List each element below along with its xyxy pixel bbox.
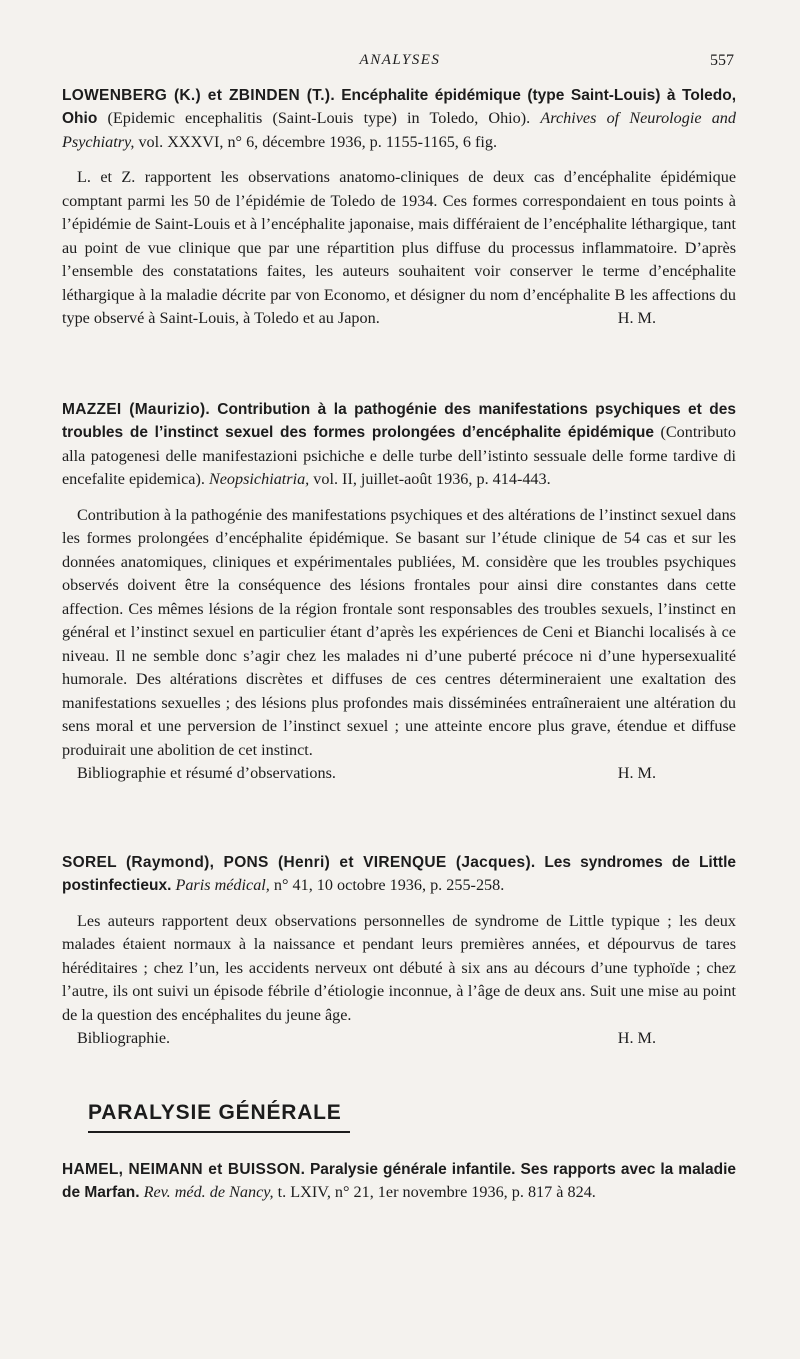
review-entry <box>62 1158 736 1205</box>
entry-authors: SOREL (Raymond), PONS (Henri) et VIRENQUE (Jacques). <box>62 854 536 871</box>
entry-journal: Paris médical, <box>175 876 270 895</box>
entry-details: n° 41, 10 octobre 1936, p. 255-258. <box>269 876 505 895</box>
entry-journal: Neopsichiatria, <box>208 470 310 489</box>
entry-journal: Rev. méd. de Nancy, <box>143 1183 274 1202</box>
page-header <box>0 52 800 74</box>
entry-abstract: Les auteurs rapportent deux observations personnelles de syndrome de Little typique ; les deux malades étaient normaux à la naissance et pendant leurs premières années, et dépourvus de tares héréditaires ; chez l’un, les accidents nerveux ont débuté à six ans au décours d’une typhoïde ; chez l’autre, ils ont suivi un épisode fébrile d’étiologie inconnue, à l’âge de deux ans. Suit une mise au point de la question des encéphalites du jeune âge. <box>62 911 736 1024</box>
citation <box>62 1158 736 1205</box>
entry-details: t. LXIV, n° 21, 1er novembre 1936, p. 817 à 824. <box>273 1183 596 1202</box>
entry-title: Les syndromes de Little postinfectieux. <box>62 854 736 895</box>
entry-abstract: Contribution à la pathogénie des manifestations psychiques et des altérations de l’instinct sexuel dans les formes prolongées d’encéphalite épidémique. Se basant sur l’étude clinique de 54 cas et sur les données anatomiques, cliniques et expérimentales publiées, M. considère que les troubles psychiques observés doivent être la conséquence des lésions frontales pour ainsi dire constantes dans cette affection. Ces mêmes lésions de la région frontale sont responsables des troubles sexuels, l’instinct en général et l’instinct sexuel en particulier étant d’après les expériences de Ceni et Bianchi localisés à ce niveau. Il ne semble donc s’agir chez les malades ni d’une puberté précoce ni d’une hypersexualité humorale. Des altérations discrètes et diffuses de ces centres détermineraient une exaltation des manifestations sexuelles ; des lésions plus profondes mais disséminées entraîneraient une altération du sens moral et une perversion de l’instinct sexuel ; une atteinte encore plus grave, étendue et diffuse produirait une abolition de cet instinct. <box>62 505 736 759</box>
entry-journal: Archives of Neurologie and Psychiatry, <box>62 109 736 151</box>
entry-signoff <box>62 1027 736 1051</box>
entry-title: Encéphalite épidémique (type Saint-Louis) à Toledo, Ohio <box>62 87 736 128</box>
entry-details: vol. XXXVI, n° 6, décembre 1936, p. 1155-1165, 6 fig. <box>134 132 498 151</box>
entry-subtitle: (Contributo alla patogenesi delle manifestazioni psichiche e delle turbe dell’istinto sessuale delle forme tardive di encefalite epidemica). <box>62 423 737 489</box>
entry-subtitle: (Epidemic encephalitis (Saint-Louis type) in Toledo, Ohio). <box>97 109 541 128</box>
section-rule <box>88 1131 350 1133</box>
review-entry <box>62 84 736 331</box>
entry-reviewer: H. M. <box>617 764 656 783</box>
review-entry <box>62 851 736 1051</box>
entry-title: Paralysie générale infantile. Ses rapports avec la maladie de Marfan. <box>62 1161 737 1202</box>
page-number: 557 <box>710 52 734 69</box>
section-heading: PARALYSIE GÉNÉRALE <box>88 1101 342 1124</box>
citation <box>62 398 736 492</box>
entry-reviewer: H. M. <box>617 1029 656 1048</box>
entry-abstract: L. et Z. rapportent les observations anatomo-cliniques de deux cas d’encéphalite épidémique comptant parmi les 50 de l’épidémie de Toledo de 1934. Ces formes correspondaient en tous points à l’épidémie de Saint-Louis et à l’encéphalite japonaise, mais différaient de l’encéphalite léthargique, tant au point de vue clinique que par une répartition plus diffuse du processus inflammatoire. D’après l’ensemble des constatations faites, les auteurs souhaitent voir conserver le terme d’encéphalite léthargique à la maladie décrite par von Economo, et désigner du nom d’encéphalite B les affections du type observé à Saint-Louis, à Toledo et au Japon. H. M. <box>62 166 736 331</box>
citation <box>62 851 736 898</box>
entry-bibliography: Bibliographie et résumé d’observations. <box>77 764 336 783</box>
running-head: ANALYSES <box>359 52 441 68</box>
citation <box>62 84 736 154</box>
entry-details: vol. II, juillet-août 1936, p. 414-443. <box>309 470 551 489</box>
review-entry <box>62 398 736 786</box>
entry-authors: MAZZEI (Maurizio). <box>62 401 211 418</box>
entry-authors: LOWENBERG (K.) et ZBINDEN (T.). <box>62 87 335 104</box>
entry-signoff <box>62 762 736 786</box>
entry-bibliography: Bibliographie. <box>77 1029 171 1048</box>
entry-authors: HAMEL, NEIMANN et BUISSON. <box>62 1161 306 1178</box>
entry-reviewer: H. M. <box>617 309 656 328</box>
entry-title: Contribution à la pathogénie des manifestations psychiques et des troubles de l’instinct sexuel des formes prolongées d’encéphalite épidémique <box>62 401 736 442</box>
